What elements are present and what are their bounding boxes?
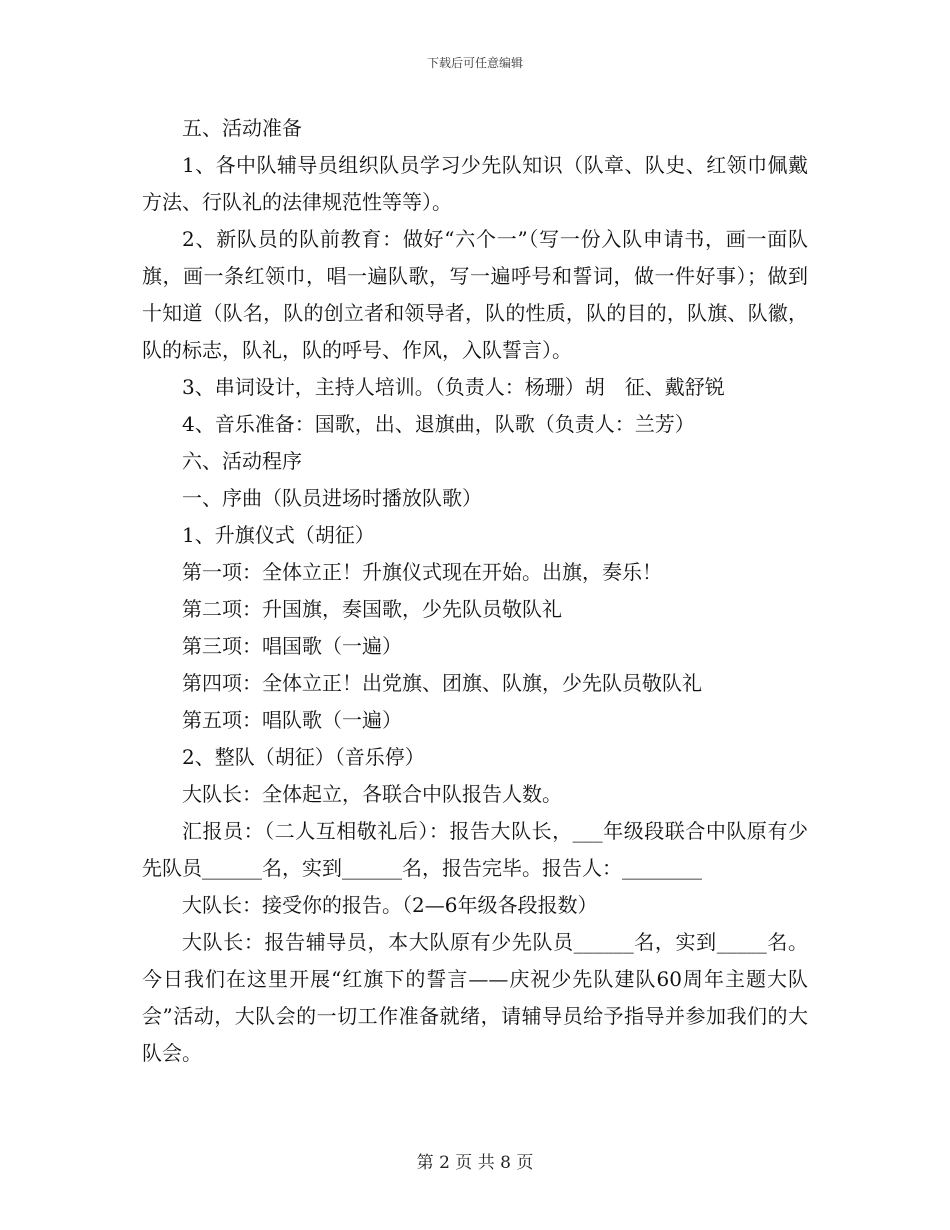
section-heading: 六、活动程序 (182, 449, 302, 473)
paragraph: 大队长：报告辅导员，本大队原有少先队员______名，实到_____名。今日我们在这里开展“红旗下的誓言——庆祝少先队建队60周年主题大队会”活动，大队会的一切工作准备就绪，请辅导员给予指导并参加我们的大队会。 (142, 930, 808, 1065)
document-body (142, 110, 808, 1072)
paragraph: 大队长：全体起立，各联合中队报告人数。 (182, 782, 562, 806)
paragraph: 第三项：唱国歌（一遍） (182, 634, 402, 658)
paragraph: 2、整队（胡征）（音乐停） (182, 745, 425, 769)
paragraph: 汇报员：（二人互相敬礼后）：报告大队长，___年级段联合中队原有少先队员______名，实到______名，报告完毕。报告人：________ (142, 819, 808, 880)
paragraph: 4、音乐准备：国歌，出、退旗曲，队歌（负责人：兰芳） (182, 412, 695, 436)
section-heading: 五、活动准备 (182, 116, 302, 140)
paragraph: 第四项：全体立正！出党旗、团旗、队旗，少先队员敬队礼 (182, 671, 702, 695)
header-note: 下载后可任意编辑 (426, 56, 523, 70)
paragraph: 第一项：全体立正！升旗仪式现在开始。出旗，奏乐！ (182, 560, 662, 584)
paragraph: 3、串词设计，主持人培训。（负责人：杨珊）胡 征、戴舒锐 (182, 375, 725, 399)
page-number-footer: 第 2 页 共 8 页 (416, 1153, 534, 1173)
paragraph: 1、各中队辅导员组织队员学习少先队知识（队章、队史、红领巾佩戴方法、行队礼的法律规范性等等）。 (142, 153, 808, 214)
paragraph: 大队长：接受你的报告。（2—6年级各段报数） (182, 893, 598, 917)
paragraph: 1、升旗仪式（胡征） (182, 523, 375, 547)
paragraph: 第二项：升国旗，奏国歌，少先队员敬队礼 (182, 597, 562, 621)
paragraph: 一、序曲（队员进场时播放队歌） (182, 486, 482, 510)
paragraph: 2、新队员的队前教育：做好“六个一”（写一份入队申请书，画一面队旗，画一条红领巾，唱一遍队歌，写一遍呼号和誓词，做一件好事）；做到十知道（队名，队的创立者和领导者，队的性质，队的目的，队旗、队徽，队的标志，队礼，队的呼号、作风，入队誓言）。 (142, 227, 808, 362)
paragraph: 第五项：唱队歌（一遍） (182, 708, 402, 732)
